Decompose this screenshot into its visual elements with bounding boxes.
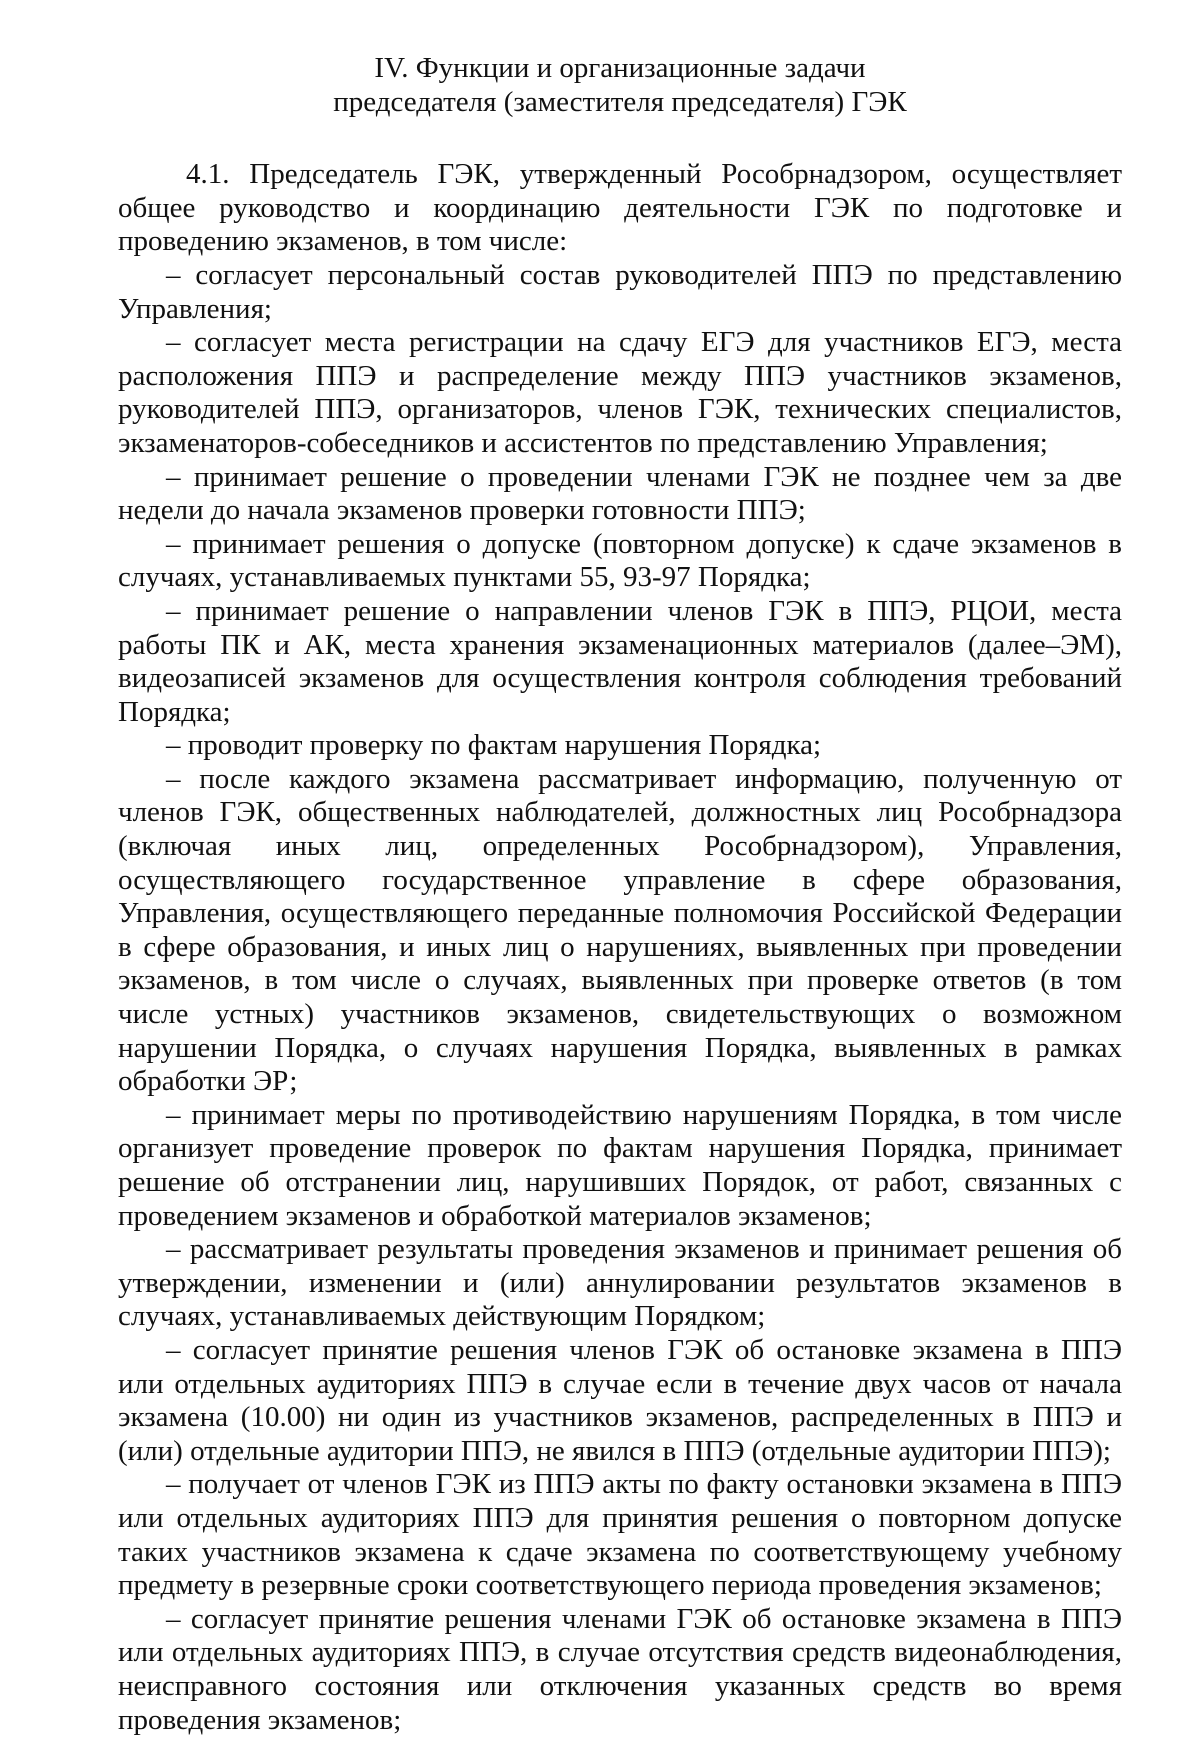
list-item-post-exam-review: – после каждого экзамена рассматривает информацию, полученную от членов ГЭК, общественных наблюдателей, должностных лиц Рособрнадзора (включая иных лиц, определенных Рособрнадзором), Управления, осуществляющего государственное управление в сфере образования, Управления, осуществляющего переданные полномочия Российской Федерации в сфере образования, и иных лиц о нарушениях, выявленных при проведении экзаменов, в том числе о случаях, выявленных при проверке ответов (в том числе устных) участников экзаменов, свидетельствующих о возможном нарушении Порядка, о случаях нарушения Порядка, выявленных в рамках обработки ЭР; [118, 762, 1122, 1098]
list-item-gek-assignment: – принимает решение о направлении членов ГЭК в ППЭ, РЦОИ, места работы ПК и АК, места хранения экзаменационных материалов (далее–ЭМ), видеозаписей экзаменов для осуществления контроля соблюдения требований Порядка; [118, 594, 1122, 728]
section-heading-line-1: IV. Функции и организационные задачи [374, 52, 866, 84]
list-item-countermeasures: – принимает меры по противодействию нарушениям Порядка, в том числе организует проведение проверок по фактам нарушения Порядка, принимает решение об отстранении лиц, нарушивших Порядок, от работ, связанных с проведением экзаменов и обработкой материалов экзаменов; [118, 1098, 1122, 1232]
list-item-registration-places: – согласует места регистрации на сдачу ЕГЭ для участников ЕГЭ, места расположения ППЭ и распределение между ППЭ участников экзаменов, руководителей ППЭ, организаторов, членов ГЭК, технических специалистов, экзаменаторов-собеседников и ассистентов по представлению Управления; [118, 326, 1122, 459]
list-item-readiness-check: – принимает решение о проведении членами ГЭК не позднее чем за две недели до начала экзаменов проверки готовности ППЭ; [118, 460, 1122, 527]
list-item-admission: – принимает решения о допуске (повторном допуске) к сдаче экзаменов в случаях, устанавливаемых пунктами 55, 93-97 Порядка; [118, 527, 1122, 594]
list-item-stop-acts: – получает от членов ГЭК из ППЭ акты по факту остановки экзамена в ППЭ или отдельных аудиториях ППЭ для принятия решения о повторном допуске таких участников экзамена к сдаче экзамена по соответствующему учебному предмету в резервные сроки соответствующего периода проведения экзаменов; [118, 1468, 1122, 1602]
document-page [118, 52, 1122, 1737]
list-item-exam-stop-no-show: – согласует принятие решения членов ГЭК об остановке экзамена в ППЭ или отдельных аудиториях ППЭ в случае если в течение двух часов от начала экзамена (10.00) ни один из участников экзаменов, распределенных в ППЭ и (или) отдельные аудитории ППЭ, не явился в ППЭ (отдельные аудитории ППЭ); [118, 1333, 1122, 1467]
list-item-violation-check: – проводит проверку по фактам нарушения Порядка; [166, 729, 822, 762]
list-item-ppe-heads: – согласует персональный состав руководителей ППЭ по представлению Управления; [118, 258, 1122, 325]
list-item-results-review: – рассматривает результаты проведения экзаменов и принимает решения об утверждении, изменении и (или) аннулировании результатов экзаменов в случаях, устанавливаемых действующим Порядком; [118, 1233, 1122, 1333]
list-item-exam-stop-video: – согласует принятие решения членами ГЭК об остановке экзамена в ППЭ или отдельных аудиториях ППЭ, в случае отсутствия средств видеонаблюдения, неисправного состояния или отключения указанных средств во время проведения экзаменов; [118, 1602, 1122, 1736]
section-heading [118, 52, 1122, 119]
paragraph-4-1: 4.1. Председатель ГЭК, утвержденный Рособрнадзором, осуществляет общее руководство и координацию деятельности ГЭК по подготовке и проведению экзаменов, в том числе: [118, 158, 1122, 258]
section-heading-line-2: председателя (заместителя председателя) ГЭК [333, 85, 907, 118]
